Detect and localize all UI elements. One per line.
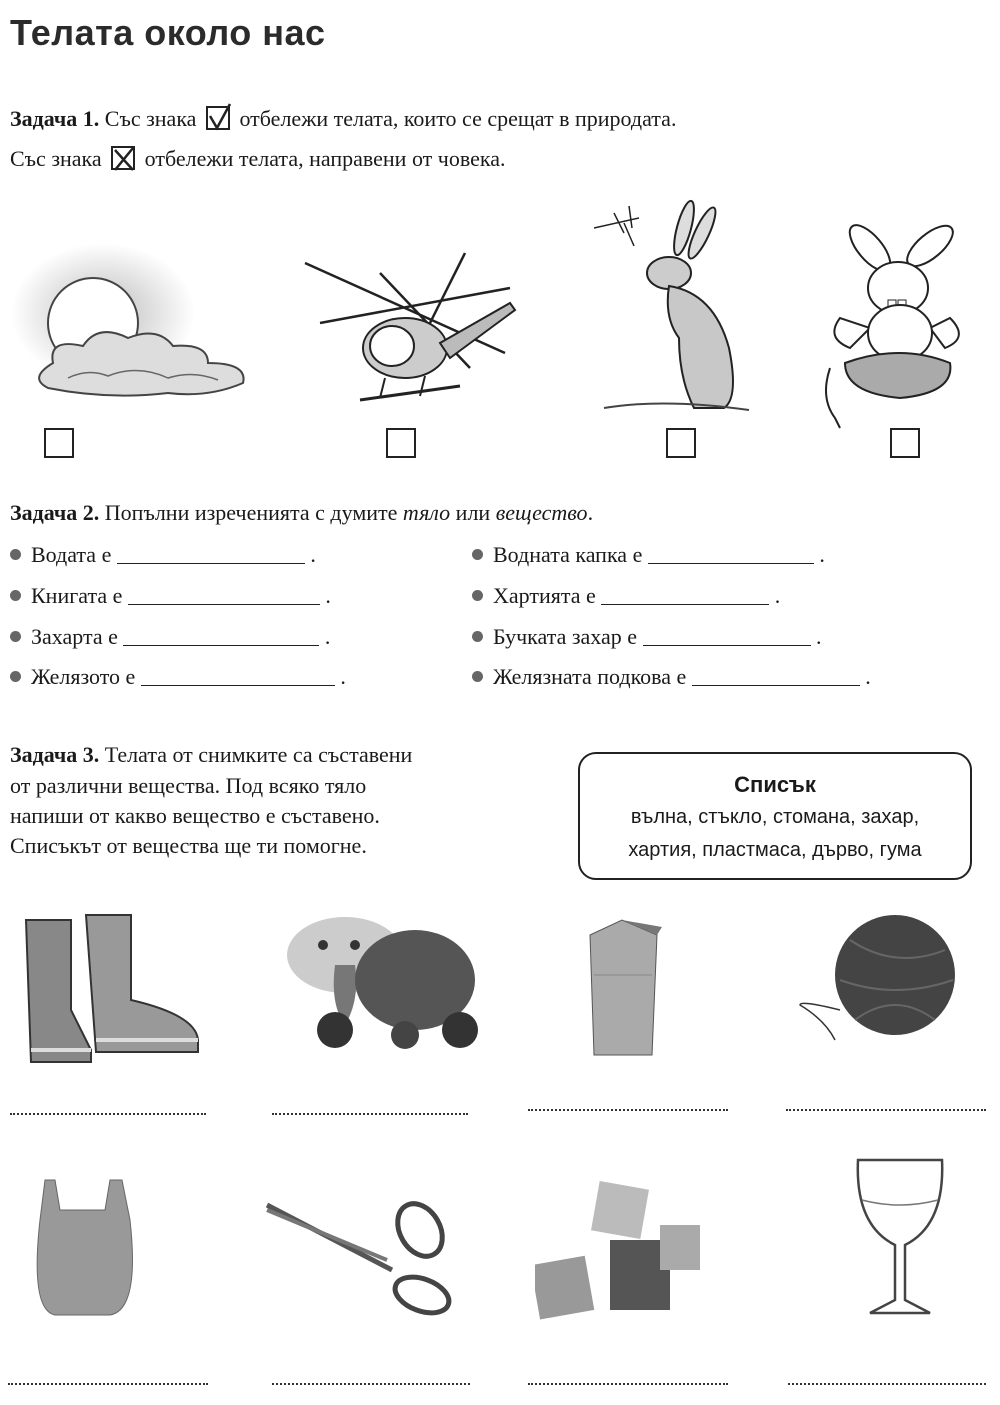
task3-line2: от различни вещества. Под всяко тяло (10, 773, 367, 798)
sentence-right-2: Хартията е . (472, 585, 780, 607)
toy-bunny-icon (820, 218, 980, 438)
task1-label: Задача 1. (10, 106, 100, 131)
answer-line-bag[interactable] (528, 1108, 728, 1111)
yarn-ball-icon (795, 910, 960, 1060)
task3-line1: Задача 3. Телата от снимките са съставени (10, 742, 413, 767)
answer-line-plastic-bag[interactable] (8, 1382, 208, 1385)
plastic-bag-icon (30, 1170, 140, 1320)
task3-line4: Списъкът от вещества ще ти помогне. (10, 833, 367, 858)
rubber-boots-icon (16, 900, 206, 1070)
sentence-right-3: Бучката захар е . (472, 626, 822, 648)
scissors-icon (262, 1190, 462, 1320)
answer-line-boots[interactable] (10, 1112, 206, 1115)
task2-intro: Задача 2. Попълни изреченията с думите тяло или вещество. (10, 500, 594, 525)
checkbox-hare[interactable] (666, 428, 696, 458)
bullet-icon (472, 549, 483, 560)
substance-list-box (578, 752, 972, 880)
page-title: Телата около нас (10, 12, 326, 53)
answer-line-glass[interactable] (788, 1382, 986, 1385)
task3-line3: напиши от какво вещество е съставено. (10, 803, 380, 828)
sentence-right-4: Желязната подкова е . (472, 666, 871, 688)
task3-label: Задача 3. (10, 742, 100, 767)
plush-elephant-toy-icon (275, 905, 490, 1055)
bullet-icon (10, 549, 21, 560)
blank-field[interactable] (123, 627, 319, 646)
blank-field[interactable] (643, 627, 811, 646)
bullet-icon (10, 631, 21, 642)
paper-bag-icon (582, 915, 672, 1060)
blank-field[interactable] (141, 667, 335, 686)
bullet-icon (10, 671, 21, 682)
checkbox-toy-bunny[interactable] (890, 428, 920, 458)
sentence-left-1: Водата е . (10, 544, 316, 566)
cross-sign-icon (111, 146, 135, 170)
answer-line-sugar[interactable] (528, 1382, 728, 1385)
bullet-icon (472, 671, 483, 682)
wine-glass-icon (850, 1155, 950, 1320)
blank-field[interactable] (601, 586, 769, 605)
task2-label: Задача 2. (10, 500, 100, 525)
task1-line1: Задача 1. Със знака отбележи телата, които се срещат в природата. (10, 106, 677, 131)
blank-field[interactable] (117, 545, 305, 564)
sentence-right-1: Водната капка е . (472, 544, 825, 566)
checkbox-helicopter[interactable] (386, 428, 416, 458)
answer-line-scissors[interactable] (272, 1382, 470, 1385)
checkmark-sign-icon (206, 106, 230, 130)
bullet-icon (472, 590, 483, 601)
answer-line-yarn[interactable] (786, 1108, 986, 1111)
answer-line-toy[interactable] (272, 1112, 468, 1115)
list-line-2: хартия, пластмаса, дърво, гума (628, 839, 922, 861)
sugar-cubes-icon (535, 1180, 715, 1325)
checkbox-sun-cloud[interactable] (44, 428, 74, 458)
helicopter-icon (300, 248, 530, 418)
task1-line2: Със знака отбележи телата, направени от човека. (10, 146, 506, 171)
list-title: Списък (734, 772, 816, 797)
blank-field[interactable] (128, 586, 320, 605)
sun-cloud-icon (8, 238, 258, 408)
blank-field[interactable] (648, 545, 814, 564)
bullet-icon (10, 590, 21, 601)
list-line-1: вълна, стъкло, стомана, захар, (630, 806, 920, 828)
hare-mosquito-icon (584, 198, 754, 418)
blank-field[interactable] (692, 667, 860, 686)
sentence-left-4: Желязото е . (10, 666, 346, 688)
bullet-icon (472, 631, 483, 642)
sentence-left-3: Захарта е . (10, 626, 330, 648)
sentence-left-2: Книгата е . (10, 585, 331, 607)
